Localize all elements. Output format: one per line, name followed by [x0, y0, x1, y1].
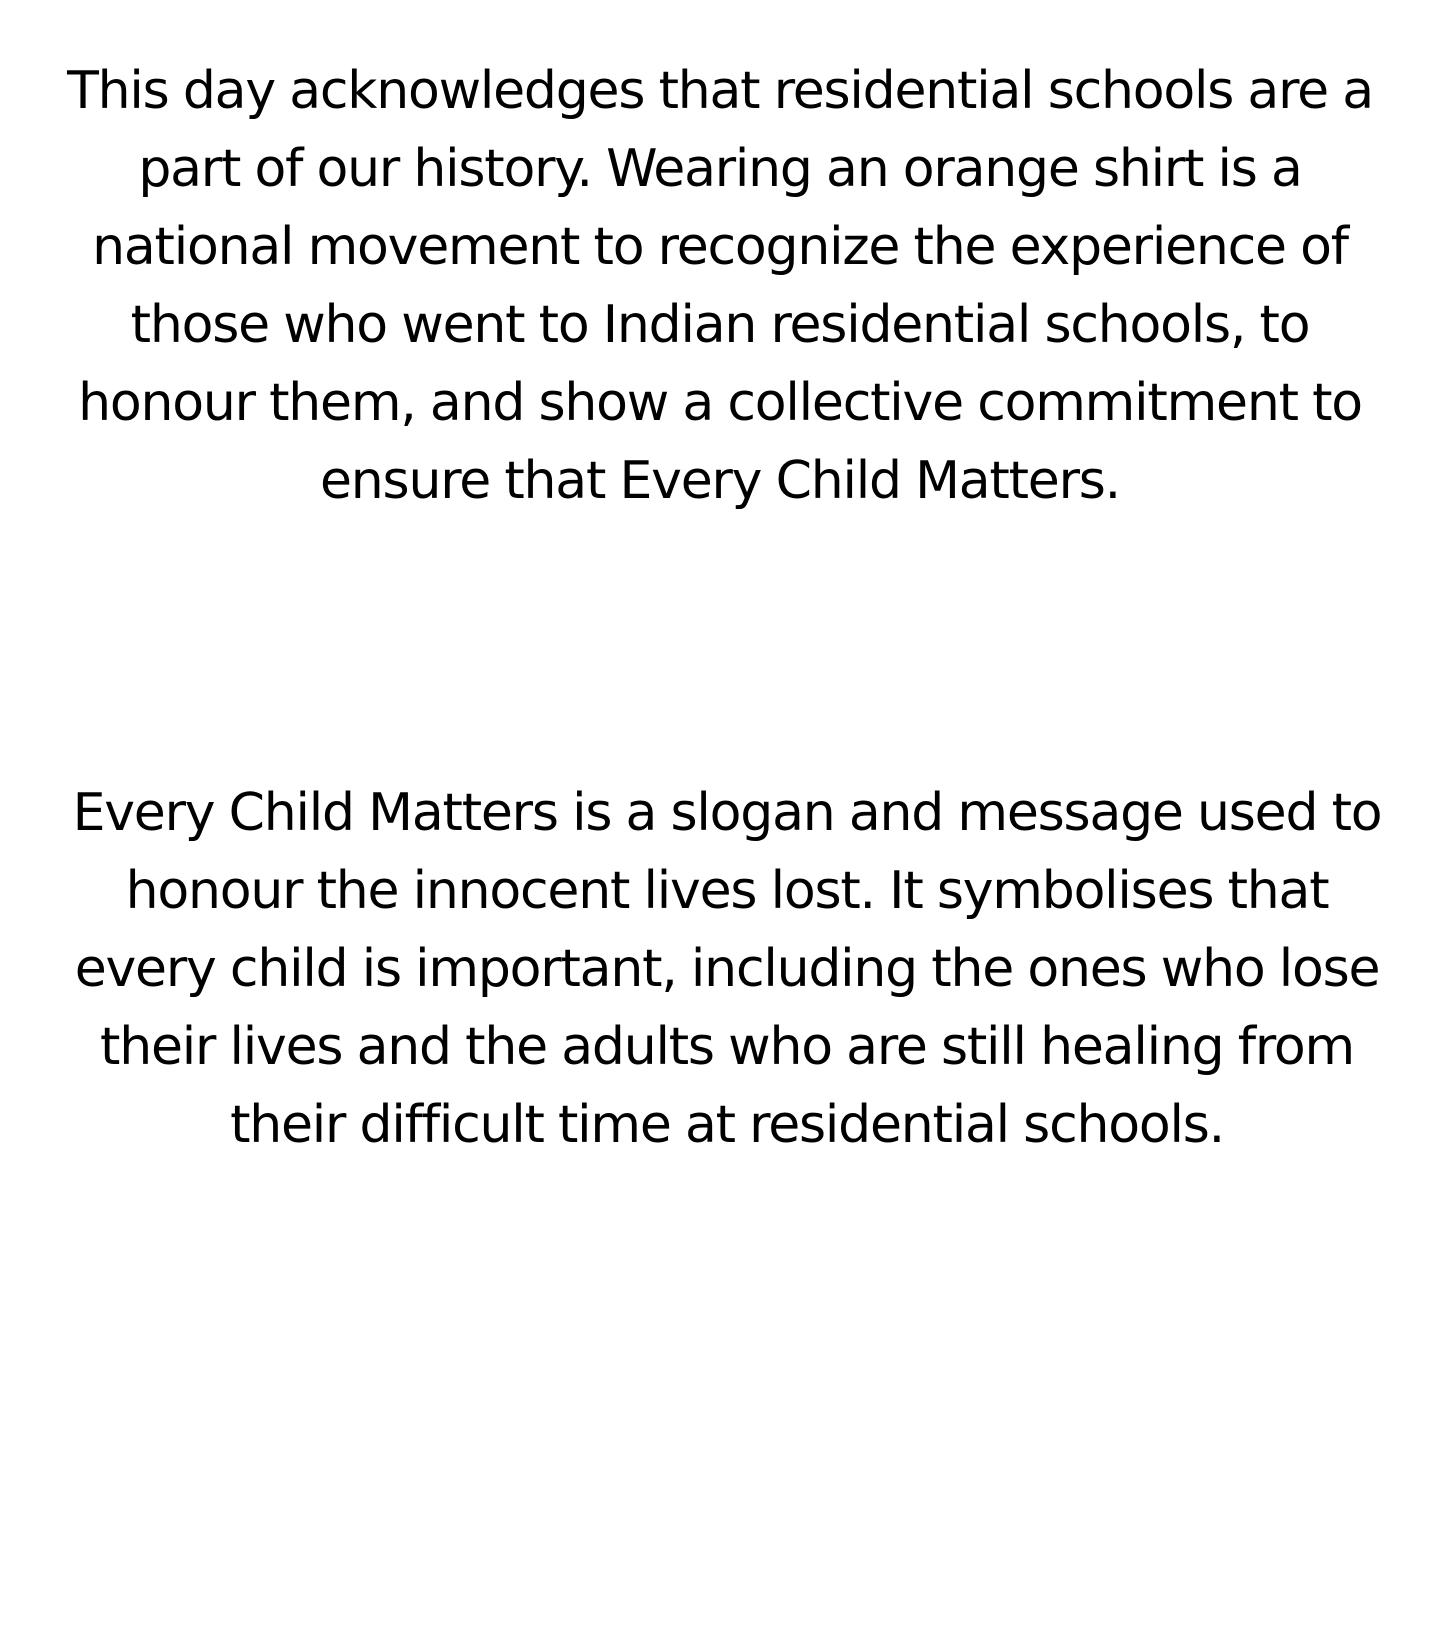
text-line: those who went to Indian residential schools, to — [130, 295, 1310, 355]
text-line: their lives and the adults who are still healing from — [100, 1017, 1354, 1077]
text-line: This day acknowledges that residential schools are a — [67, 61, 1373, 121]
text-line: honour the innocent lives lost. It symbolises that — [125, 861, 1329, 921]
paragraph-every-child-matters — [20, 774, 1434, 1164]
text-line: part of our history. Wearing an orange shirt is a — [138, 139, 1302, 199]
text-line: Every Child Matters is a slogan and message used to — [72, 783, 1382, 843]
text-line: every child is important, including the ones who lose — [74, 939, 1380, 999]
text-line: their difficult time at residential schools. — [230, 1095, 1224, 1155]
text-line: honour them, and show a collective commitment to — [78, 373, 1362, 433]
text-line: ensure that Every Child Matters. — [320, 451, 1120, 511]
text-line: national movement to recognize the experience of — [92, 217, 1348, 277]
paragraph-acknowledgement — [20, 52, 1420, 520]
